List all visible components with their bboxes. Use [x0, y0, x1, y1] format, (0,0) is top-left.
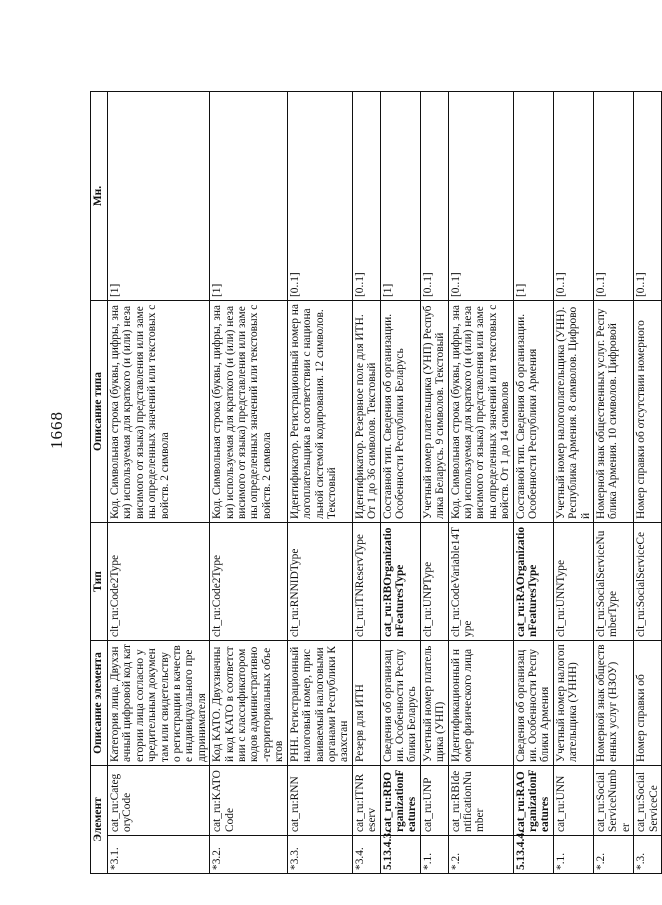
rotated-table-container	[90, 92, 660, 874]
element-desc-cell: Код КАТО. Двухзначный код КАТО в соответствии с классификатором кодов административно-территориальных объектов	[210, 640, 287, 765]
row-number-cell: *3.4.	[352, 836, 380, 874]
page-number: 1668	[47, 411, 66, 449]
element-name-cell: cat_ru:UNP	[420, 765, 448, 835]
element-name-cell: cat_ru:RNN	[287, 765, 352, 835]
mult-cell: [0..1]	[448, 91, 513, 300]
mult-cell: [1]	[513, 91, 553, 300]
table-row	[420, 91, 448, 873]
mult-cell: [0..1]	[287, 91, 352, 300]
type-cell: clt_ru:Code2Type	[210, 522, 287, 640]
type-desc-cell: Идентификатор. Резервное поле для ИТН. От 1 до 36 символов. Текстовый	[352, 300, 380, 522]
row-number-cell: 5.13.4.3.	[380, 836, 420, 874]
element-name-cell: cat_ru:RBOrganizationFeatures	[380, 765, 420, 835]
mult-cell: [1]	[380, 91, 420, 300]
table-row	[594, 91, 634, 873]
type-cell: clt_ru:SocialServiceNumberType	[594, 522, 634, 640]
element-desc-cell: Учетный номер налогоплательщика (УННН)	[553, 640, 593, 765]
element-name-cell: cat_ru:RBIdentificationNumber	[448, 765, 513, 835]
element-name-cell: cat_ru:UNN	[553, 765, 593, 835]
element-name-cell: cat_ru:RAOrganizationFeatures	[513, 765, 553, 835]
type-cell: clt_ru:CodeVariable14Type	[448, 522, 513, 640]
table-row	[448, 91, 513, 873]
type-cell: clt_ru:ITNReservType	[352, 522, 380, 640]
element-desc-cell: Номер справки об	[634, 640, 662, 765]
row-number-cell: *.1.	[553, 836, 593, 874]
table-row	[634, 91, 662, 873]
row-number-cell: *.2.	[594, 836, 634, 874]
header-type-desc: Описание типа	[91, 300, 108, 522]
header-element: Элемент	[91, 765, 108, 873]
mult-cell: [0..1]	[594, 91, 634, 300]
row-number-cell: *3.1.	[108, 836, 210, 874]
header-type: Тип	[91, 522, 108, 640]
type-desc-cell: Учетный номер плательщика (УНП) Республика Беларусь. 9 символов. Текстовый	[420, 300, 448, 522]
mult-cell: [0..1]	[634, 91, 662, 300]
type-desc-cell: Учетный номер налогоплательщика (УНН). Республика Армения. 8 символов. Цифровой	[553, 300, 593, 522]
row-number-cell: *.2.	[448, 836, 513, 874]
element-desc-cell: Идентификационный номер физического лица	[448, 640, 513, 765]
type-cell: clt_ru:SocialServiceCe	[634, 522, 662, 640]
mult-cell: [0..1]	[352, 91, 380, 300]
type-desc-cell: Номер справки об отсутствии номерного	[634, 300, 662, 522]
mult-cell: [0..1]	[420, 91, 448, 300]
table-row	[352, 91, 380, 873]
row-number-cell: *3.2.	[210, 836, 287, 874]
table-row	[553, 91, 593, 873]
type-cell: clt_ru:Code2Type	[108, 522, 210, 640]
header-row	[91, 91, 108, 873]
row-number-cell: *.1.	[420, 836, 448, 874]
type-desc-cell: Составной тип. Сведения об организации. Особенности Республики Беларусь	[380, 300, 420, 522]
element-desc-cell: Номерной знак общественных услуг (НЗОУ)	[594, 640, 634, 765]
element-desc-cell: Сведения об организации. Особенности Республики Беларусь	[380, 640, 420, 765]
type-cell: clt_ru:UNPType	[420, 522, 448, 640]
header-mult: Мн.	[91, 91, 108, 300]
type-cell: clt_ru:RNNIDType	[287, 522, 352, 640]
row-number-cell: *3.3.	[287, 836, 352, 874]
element-desc-cell: Сведения об организации. Особенности Республики Армения	[513, 640, 553, 765]
table-body	[108, 91, 662, 873]
mult-cell: [0..1]	[553, 91, 593, 300]
element-name-cell: cat_ru:ITNReserv	[352, 765, 380, 835]
type-desc-cell: Код. Символьная строка (буквы, цифры, знаки) используемая для краткого (и (или) независимого от языка) представления или замены определенных значений или текстовых свойств. 2 символа	[210, 300, 287, 522]
table-row	[513, 91, 553, 873]
table-row	[108, 91, 210, 873]
element-desc-cell: РНН. Регистрационный налоговый номер, присваиваемый налоговыми органами Республики Казахстан	[287, 640, 352, 765]
element-name-cell: cat_ru:KATOCode	[210, 765, 287, 835]
type-desc-cell: Номерной знак общественных услуг. Республика Армения. 10 символов. Цифровой	[594, 300, 634, 522]
rotated-table	[90, 92, 660, 874]
type-cell: cat_ru:RBOrganizationFeaturesType	[380, 522, 420, 640]
type-desc-cell: Код. Символьная строка (буквы, цифры, знаки) используемая для краткого (и (или) независимого от языка) представления или замены определенных значений или текстовых свойств. От 1 до 14 символов	[448, 300, 513, 522]
element-desc-cell: Учетный номер плательщика (УНП)	[420, 640, 448, 765]
table-row	[210, 91, 287, 873]
header-element-desc: Описание элемента	[91, 640, 108, 765]
row-number-cell: 5.13.4.4.	[513, 836, 553, 874]
mult-cell: [1]	[210, 91, 287, 300]
mult-cell: [1]	[108, 91, 210, 300]
type-cell: cat_ru:RAOrganizationFeaturesType	[513, 522, 553, 640]
table-row	[380, 91, 420, 873]
element-desc-cell: Резерв для ИТН	[352, 640, 380, 765]
schema-table	[90, 91, 662, 874]
table-row	[287, 91, 352, 873]
type-desc-cell: Код. Символьная строка (буквы, цифры, знаки) используемая для краткого (и (или) независимого от языка) представления или замены определенных значений или текстовых свойств. 2 символа	[108, 300, 210, 522]
row-number-cell: *.3.	[634, 836, 662, 874]
type-desc-cell: Идентификатор. Регистрационный номер налогоплательщика в соответствии с национальной системой кодирования. 12 символов. Текстовый	[287, 300, 352, 522]
element-name-cell: cat_ru:SocialServiceCe	[634, 765, 662, 835]
element-name-cell: cat_ru:CategoryCode	[108, 765, 210, 835]
element-desc-cell: Категория лица. Двухзначный цифровой код категории лица согласно учредительным документам или свидетельству о регистрации в качестве индивидуального предпринимателя	[108, 640, 210, 765]
type-cell: clt_ru:UNNType	[553, 522, 593, 640]
type-desc-cell: Составной тип. Сведения об организации. Особенности Республики Армения	[513, 300, 553, 522]
element-name-cell: cat_ru:SocialServiceNumber	[594, 765, 634, 835]
